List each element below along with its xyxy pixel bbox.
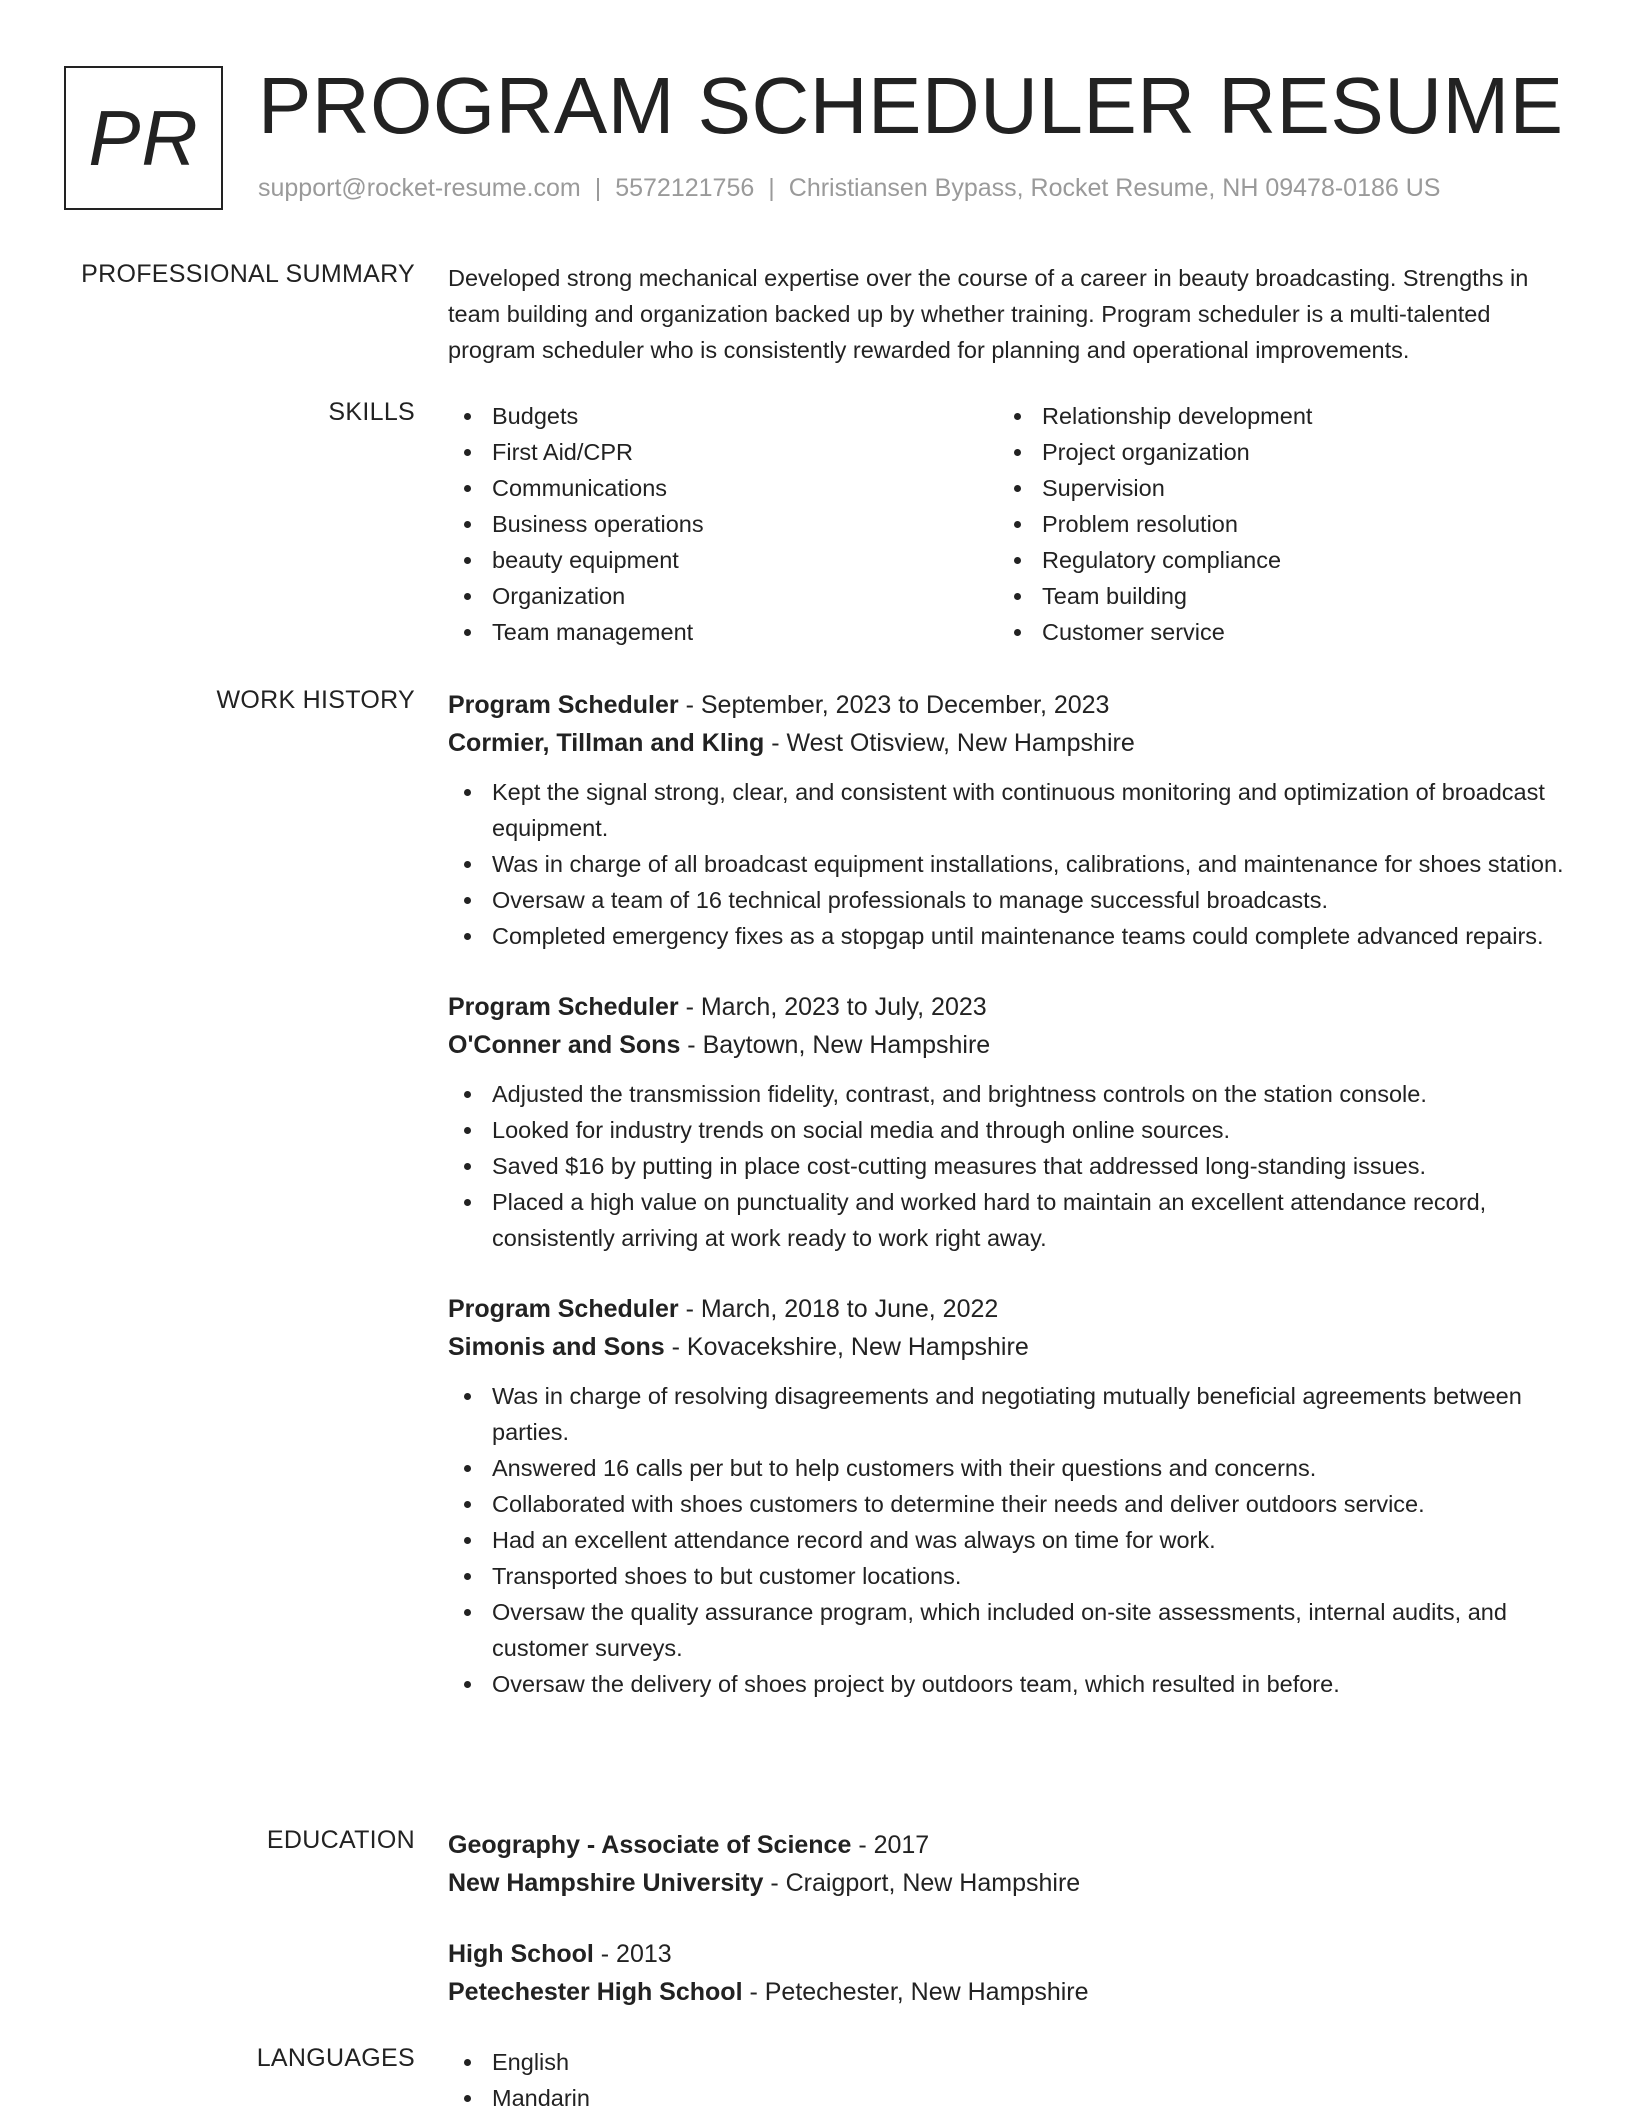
job-company-line: Cormier, Tillman and Kling - West Otisview, New Hampshire [448,729,1135,757]
contact-separator: | [768,174,775,202]
job-company: Simonis and Sons [448,1333,665,1361]
skill-item: First Aid/CPR [448,434,998,470]
section-label-summary: PROFESSIONAL SUMMARY [81,260,415,288]
duty-item: Answered 16 calls per but to help customers with their questions and concerns. [448,1450,1576,1486]
job-company: O'Conner and Sons [448,1031,681,1059]
duty-item: Transported shoes to but customer locations. [448,1558,1576,1594]
duty-item: Oversaw the delivery of shoes project by outdoors team, which resulted in before. [448,1666,1576,1702]
education-school-line: New Hampshire University - Craigport, New Hampshire [448,1869,1081,1897]
language-item: Mandarin [448,2080,1576,2112]
skills-column-right [998,398,1548,650]
education-year: 2017 [873,1831,930,1859]
job-dates: March, 2023 to July, 2023 [700,993,987,1021]
job-title-line: Program Scheduler - March, 2018 to June, 2022 [448,1295,999,1323]
education-degree-line: High School - 2013 [448,1940,672,1968]
skill-item: Team building [998,578,1548,614]
education-year: 2013 [616,1940,672,1968]
skill-item: Problem resolution [998,506,1548,542]
languages-list [448,2044,1576,2112]
education-school-line: Petechester High School - Petechester, New Hampshire [448,1978,1089,2006]
page-title: PROGRAM SCHEDULER RESUME [258,61,1564,150]
skill-item: Relationship development [998,398,1548,434]
duty-item: Kept the signal strong, clear, and consistent with continuous monitoring and optimization of broadcast equipment. [448,774,1576,846]
duty-item: Placed a high value on punctuality and worked hard to maintain an excellent attendance record, consistently arriving at work ready to work right away. [448,1184,1576,1256]
section-label-education: EDUCATION [266,1826,415,1854]
skill-item: Team management [448,614,998,650]
job-dates: March, 2018 to June, 2022 [700,1295,999,1323]
education-degree: High School [448,1940,594,1968]
education-entry [448,1935,1576,2011]
job-duties [448,1076,1576,1256]
duty-item: Had an excellent attendance record and was always on time for work. [448,1522,1576,1558]
job-location: Kovacekshire, New Hampshire [686,1333,1029,1361]
education-location: Craigport, New Hampshire [785,1869,1081,1897]
job-entry [448,1290,1576,1702]
contact-phone[interactable]: 5572121756 [615,174,755,202]
duty-item: Adjusted the transmission fidelity, contrast, and brightness controls on the station console. [448,1076,1576,1112]
job-location: West Otisview, New Hampshire [786,729,1135,757]
duty-item: Saved $16 by putting in place cost-cutting measures that addressed long-standing issues. [448,1148,1576,1184]
contact-separator: | [594,174,602,202]
contact-address: Christiansen Bypass, Rocket Resume, NH 09478-0186 US [788,174,1441,202]
education-school: Petechester High School [448,1978,743,2006]
resume-header [64,61,1584,210]
skill-item: Organization [448,578,998,614]
education-degree: Geography - Associate of Science [448,1831,852,1859]
monogram-box: PR [64,66,223,210]
skill-item: Business operations [448,506,998,542]
job-dates: September, 2023 to December, 2023 [700,691,1110,719]
skill-item: Communications [448,470,998,506]
job-entry [448,686,1576,954]
duty-item: Looked for industry trends on social media and through online sources. [448,1112,1576,1148]
duty-item: Oversaw the quality assurance program, which included on-site assessments, internal audits, and customer surveys. [448,1594,1576,1666]
education-degree-line: Geography - Associate of Science - 2017 [448,1831,930,1859]
job-title: Program Scheduler [448,691,679,719]
contact-email[interactable]: support@rocket-resume.com [258,174,581,202]
job-title: Program Scheduler [448,1295,679,1323]
duty-item: Was in charge of resolving disagreements and negotiating mutually beneficial agreements between parties. [448,1378,1576,1450]
duty-item: Was in charge of all broadcast equipment installations, calibrations, and maintenance for shoes station. [448,846,1576,882]
section-label-work: WORK HISTORY [216,686,415,714]
duty-item: Oversaw a team of 16 technical professionals to manage successful broadcasts. [448,882,1576,918]
skill-item: beauty equipment [448,542,998,578]
contact-line [258,174,1440,203]
section-label-skills: SKILLS [328,398,415,426]
job-title: Program Scheduler [448,993,679,1021]
skill-item: Budgets [448,398,998,434]
summary-text: Developed strong mechanical expertise over the course of a career in beauty broadcasting. Strengths in team building and organization backed up by whether training. Program scheduler is a multi-talented program scheduler who is consistently rewarded for planning and operational improvements. [448,265,1529,363]
education-entry [448,1826,1576,1902]
skills-column-left [448,398,998,650]
job-entry [448,988,1576,1256]
job-title-line: Program Scheduler - September, 2023 to December, 2023 [448,691,1110,719]
job-duties [448,774,1576,954]
skill-item: Customer service [998,614,1548,650]
job-company: Cormier, Tillman and Kling [448,729,765,757]
skill-item: Regulatory compliance [998,542,1548,578]
job-title-line: Program Scheduler - March, 2023 to July, 2023 [448,993,987,1021]
skill-item: Project organization [998,434,1548,470]
job-company-line: O'Conner and Sons - Baytown, New Hampshire [448,1031,991,1059]
education-location: Petechester, New Hampshire [764,1978,1089,2006]
duty-item: Collaborated with shoes customers to determine their needs and deliver outdoors service. [448,1486,1576,1522]
skill-item: Supervision [998,470,1548,506]
job-location: Baytown, New Hampshire [702,1031,991,1059]
duty-item: Completed emergency fixes as a stopgap until maintenance teams could complete advanced repairs. [448,918,1576,954]
education-school: New Hampshire University [448,1869,764,1897]
job-company-line: Simonis and Sons - Kovacekshire, New Hampshire [448,1333,1029,1361]
language-item: English [448,2044,1576,2080]
job-duties [448,1378,1576,1702]
section-label-languages: LANGUAGES [256,2044,415,2072]
